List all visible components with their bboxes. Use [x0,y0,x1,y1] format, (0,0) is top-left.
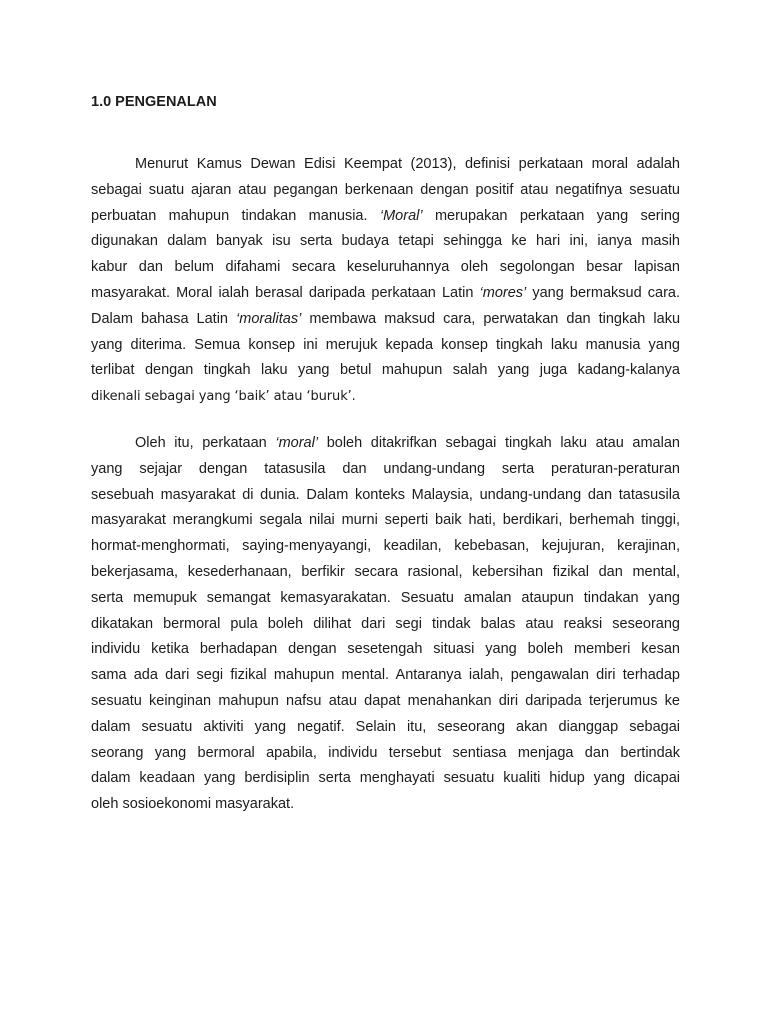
text-line [91,586,680,612]
text-line [91,358,680,384]
italic-term: ‘moralitas’ [236,310,302,327]
text-segment: sebagai suatu ajaran atau pegangan berkenaan dengan positif atau negatifnya sesuatu [91,181,680,198]
text-segment: Oleh itu, perkataan [135,435,276,451]
text-segment: hormat-menghormati, saying-menyayangi, keadilan, kebebasan, kejujuran, kerajinan, [91,538,680,555]
text-line [91,741,680,767]
text-segment: digunakan dalam banyak isu serta budaya tetapi sehingga ke hari ini, ianya masih [91,233,680,250]
text-segment: perbuatan mahupun tindakan manusia. [91,207,380,224]
text-segment: membawa maksud cara, perwatakan dan tingkah laku [301,310,681,327]
paragraph-1 [91,152,680,410]
text-segment: sesuatu keinginan mahupun nafsu atau dapat menahankan diri daripada terjerumus ke [91,692,680,709]
text-segment: sama ada dari segi fizikal mahupun mental. Antaranya ialah, pengawalan diri terhadap [91,667,680,684]
text-line [91,384,680,410]
text-line [91,255,680,281]
text-line [91,281,680,307]
text-line [91,508,680,534]
text-line [91,715,680,741]
text-line [91,534,680,560]
text-segment: Menurut Kamus Dewan Edisi Keempat (2013), definisi perkataan moral adalah [135,156,680,172]
text-segment: masyarakat merangkumi segala nilai murni seperti baik hati, berdikari, berhemah tinggi, [91,512,680,529]
text-line [91,229,680,255]
text-segment: terlibat dengan tingkah laku yang betul mahupun salah yang juga kadang-kalanya [91,362,680,379]
text-segment: dikenali sebagai yang ‘baik’ atau ‘buruk’. [91,389,356,405]
text-segment: sesebuah masyarakat di dunia. Dalam konteks Malaysia, undang-undang dan tatasusila [91,486,680,503]
text-line [91,663,680,689]
text-line [91,612,680,638]
italic-term: ‘mores’ [479,284,527,301]
text-segment: dalam keadaan yang berdisiplin serta menghayati sesuatu kualiti hidup yang dicapai [91,770,680,787]
text-segment: individu ketika berhadapan dengan sesetengah situasi yang boleh memberi kesan [91,641,680,658]
text-line [91,483,680,509]
text-segment: oleh sosioekonomi masyarakat. [91,796,295,813]
text-segment: masyarakat. Moral ialah berasal daripada perkataan Latin [91,284,480,301]
text-line [91,637,680,663]
text-segment: Dalam bahasa Latin [91,310,237,327]
text-segment: yang diterima. Semua konsep ini merujuk kepada konsep tingkah laku manusia yang [91,336,680,353]
text-line [91,333,680,359]
section-heading: 1.0 PENGENALAN [91,94,217,110]
text-line [91,560,680,586]
text-line [91,178,680,204]
paragraph-2 [91,431,680,818]
text-segment: bekerjasama, kesederhanaan, berfikir secara rasional, kebersihan fizikal dan mental, [91,563,680,580]
text-segment: boleh ditakrifkan sebagai tingkah laku atau amalan [318,435,680,451]
italic-term: ‘Moral’ [379,207,423,224]
text-segment: serta memupuk semangat kemasyarakatan. Sesuatu amalan ataupun tindakan yang [91,589,680,606]
text-segment: seorang yang bermoral apabila, individu tersebut sentiasa menjaga dan bertindak [91,744,680,761]
text-line [91,152,680,178]
text-line [91,689,680,715]
text-line [91,457,680,483]
text-line [91,792,680,818]
text-line [91,766,680,792]
text-segment: merupakan perkataan yang sering [422,207,680,224]
text-line [91,307,680,333]
text-segment: kabur dan belum difahami secara keseluruhannya oleh segolongan besar lapisan [91,259,680,276]
text-segment: dikatakan bermoral pula boleh dilihat dari segi tindak balas atau reaksi seseorang [91,615,680,632]
text-line [91,204,680,230]
text-segment: dalam sesuatu aktiviti yang negatif. Selain itu, seseorang akan dianggap sebagai [91,718,680,735]
italic-term: ‘moral’ [275,435,319,451]
text-line [91,431,680,457]
text-segment: yang bermaksud cara. [526,284,680,301]
text-segment: yang sejajar dengan tatasusila dan undang-undang serta peraturan-peraturan [91,460,680,477]
